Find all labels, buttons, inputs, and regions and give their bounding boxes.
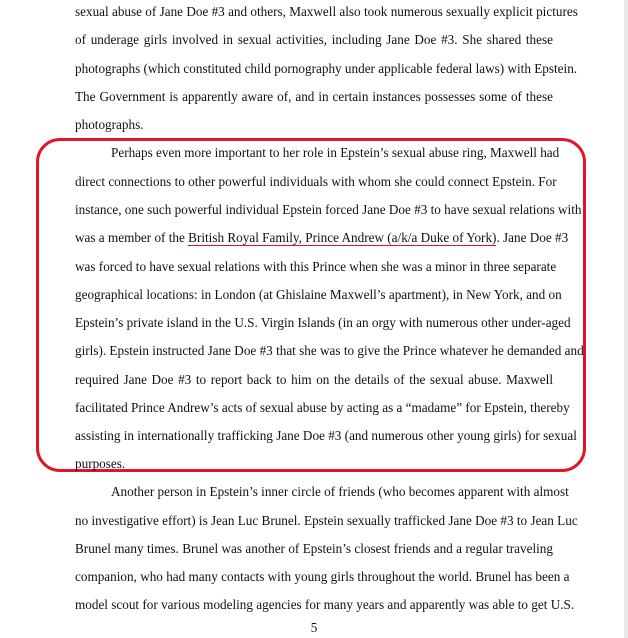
text-line	[75, 230, 569, 246]
text-line: The Government is apparently aware of, and in certain instances possesses some of these	[75, 89, 553, 104]
text-line: geographical locations: in London (at Ghislaine Maxwell’s apartment), in New York, and on	[75, 287, 562, 302]
text-line: instance, one such powerful individual Epstein forced Jane Doe #3 to have sexual relations with	[75, 202, 582, 217]
text-line: Perhaps even more important to her role in Epstein’s sexual abuse ring, Maxwell had	[111, 145, 560, 160]
text-line: photographs (which constituted child pornography under applicable federal laws) with Epstein.	[75, 61, 578, 76]
text-line: Another person in Epstein’s inner circle of friends (who becomes apparent with almost	[111, 484, 569, 499]
scrollbar[interactable]	[624, 0, 628, 638]
text-line: photographs.	[75, 117, 144, 132]
text-line: required Jane Doe #3 to report back to him on the details of the sexual abuse. Maxwell	[75, 372, 553, 387]
text-line: assisting in internationally trafficking Jane Doe #3 (and numerous other young girls) for sexual	[75, 428, 577, 443]
text-line: companion, who had many contacts with young girls throughout the world. Brunel has been a	[75, 569, 570, 584]
text-line: facilitated Prince Andrew’s acts of sexual abuse by acting as a “madame” for Epstein, thereby	[75, 400, 570, 415]
text-line: Epstein’s private island in the U.S. Virgin Islands (in an orgy with numerous other under-aged	[75, 315, 571, 330]
text-line: of underage girls involved in sexual activities, including Jane Doe #3. She shared these	[75, 32, 553, 47]
underlined-text: British Royal Family, Prince Andrew (a/k/a Duke of York)	[188, 230, 497, 245]
text-line: sexual abuse of Jane Doe #3 and others, Maxwell also took numerous sexually explicit pictures	[75, 4, 578, 19]
text-line: purposes.	[75, 456, 126, 471]
page-number: 5	[310, 620, 318, 635]
text-line: no investigative effort) is Jean Luc Brunel. Epstein sexually trafficked Jane Doe #3 to Jean Luc	[75, 513, 578, 528]
text-line: model scout for various modeling agencies for many years and apparently was able to get U.S.	[75, 597, 575, 612]
text-line: girls). Epstein instructed Jane Doe #3 that she was to give the Prince whatever he demanded and	[75, 343, 584, 358]
text-segment: was a member of the	[75, 230, 189, 245]
text-line: was forced to have sexual relations with this Prince when she was a minor in three separate	[75, 259, 557, 274]
text-line: Brunel many times. Brunel was another of Epstein’s closest friends and a regular traveling	[75, 541, 553, 556]
text-line: direct connections to other powerful individuals with whom she could connect Epstein. For	[75, 174, 557, 189]
text-segment: . Jane Doe #3	[496, 230, 569, 245]
